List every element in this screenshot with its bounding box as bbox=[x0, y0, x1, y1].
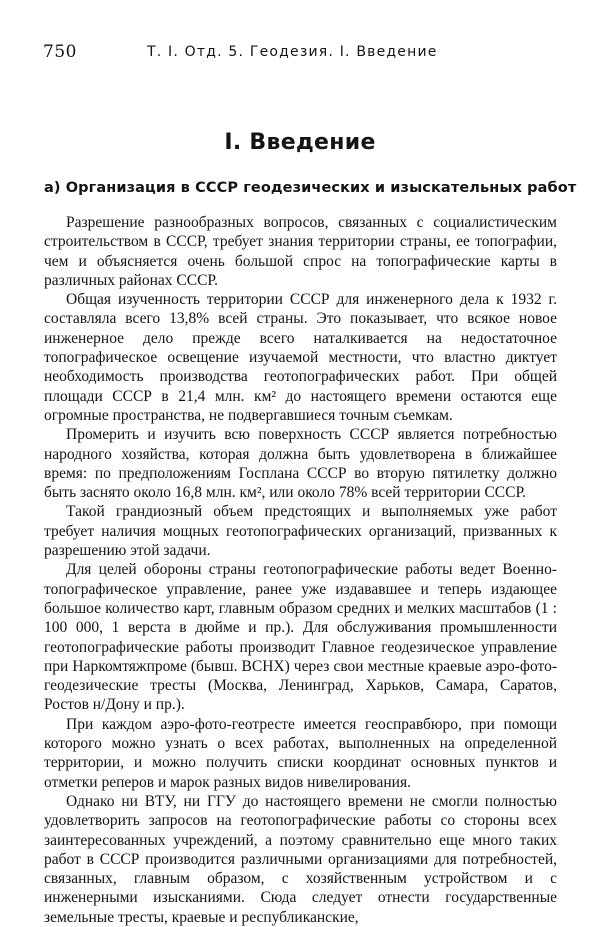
body-text bbox=[44, 213, 557, 927]
running-head bbox=[43, 42, 557, 66]
paragraph: При каждом аэро-фото-геотресте имеется геосправбюро, при помощи которого можно узнать о всех работах, выполненных на определенной территории, и можно получить списки координат основных пунктов и отметки реперов и марок разных видов нивелирования. bbox=[44, 715, 557, 791]
paragraph: Такой грандиозный объем предстоящих и выполняемых уже работ требует наличия мощных геотопографических организаций, призванных к разрешению этой задачи. bbox=[44, 503, 557, 560]
page-number: 750 bbox=[43, 42, 77, 62]
paragraph: Промерить и изучить всю поверхность СССР является потребностью народного хозяйства, которая должна быть удовлетворена в ближайшее время: по предположениям Госплана СССР во вторую пятилетку должно быть заснято около 16,8 млн. км², или около 78% всей территории СССР. bbox=[44, 426, 557, 502]
paragraph: Для целей обороны страны геотопографические работы ведет Военно-топографическое управление, ранее уже издававшее и теперь издающее большое количество карт, главным образом средних и мелких масштабов (1 : 100 000, 1 верста в дюйме и пр.). Для обслуживания промышленности геотопографические работы производит Главное геодезическое управление при Наркомтяжпроме (бывш. ВСНХ) через свои местные краевые аэро-фото-геодезические тресты (Москва, Ленинград, Харьков, Самара, Саратов, Ростов н/Дону и пр.). bbox=[44, 561, 557, 714]
chapter-title: I. Введение bbox=[224, 130, 376, 155]
running-title: Т. I. Отд. 5. Геодезия. I. Введение bbox=[147, 44, 438, 60]
paragraph: Однако ни ВТУ, ни ГГУ до настоящего времени не смогли полностью удовлетворить запросов на геотопографические работы со стороны всех заинтересованных учреждений, а поэтому сравнительно еще много таких работ в СССР производится различными организациями для потребностей, связанных, главным образом, с хозяйственным устройством и с инженерными изысканиями. Сюда следует отнести государственные земельные тресты, краевые и республиканские, bbox=[44, 792, 557, 926]
paragraph: Разрешение разнообразных вопросов, связанных с социалистическим строительством в СССР, требует знания территории страны, ее топографии, чем и объясняется очень большой спрос на топографические карты в различных районах СССР. bbox=[44, 214, 557, 289]
section-title: а) Организация в СССР геодезических и изыскательных работ bbox=[44, 180, 577, 196]
paragraph: Общая изученность территории СССР для инженерного дела к 1932 г. составляла всего 13,8% всей страны. Это показывает, что всякое новое инженерное дело прежде всего наталкивается на недостаточное топографическое освещение изучаемой местности, что властно диктует необходимость производства геотопографических работ. При общей площади СССР в 21,4 млн. км² до настоящего времени остаются еще огромные пространства, не подвергавшиеся точным съемкам. bbox=[44, 291, 557, 424]
